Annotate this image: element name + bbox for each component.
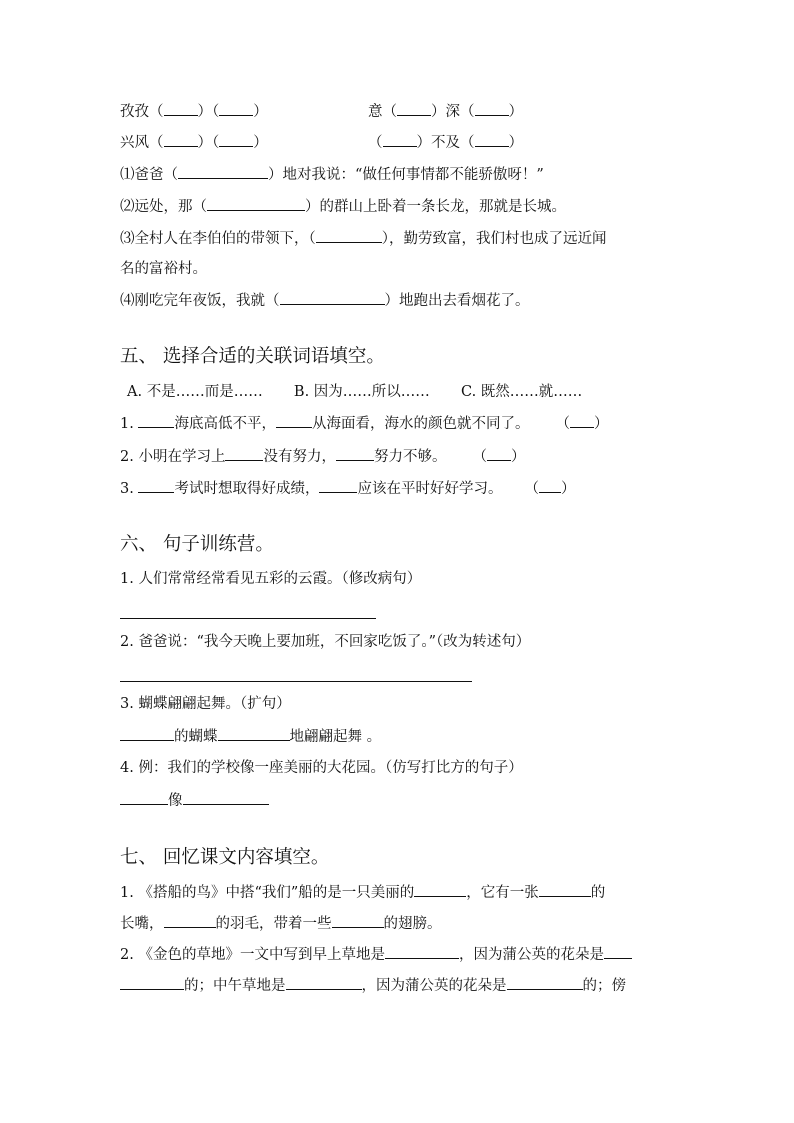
answer-blank[interactable]	[475, 101, 509, 116]
idiom-row-2-right	[368, 132, 523, 153]
answer-blank[interactable]	[397, 101, 431, 116]
answer-blank[interactable]	[178, 164, 268, 179]
idiom-text: ）（	[197, 104, 220, 120]
answer-blank[interactable]	[316, 228, 382, 243]
question-text: 1. 《搭船的鸟》中搭“我们”船的是一只美丽的	[120, 885, 415, 901]
idiom-text: 兴风（	[120, 135, 164, 151]
answer-blank[interactable]	[276, 413, 312, 428]
answer-blank[interactable]	[280, 290, 385, 305]
answer-blank[interactable]	[604, 944, 632, 959]
answer-text: 地翩翩起舞 。	[289, 729, 382, 745]
section-6-question-1: 1. 人们常常经常看见五彩的云霞。（修改病句）	[120, 571, 422, 587]
section-7-question-1-line-1	[120, 882, 605, 903]
section-5-question-2	[120, 446, 525, 467]
section-5-question-3	[120, 478, 575, 499]
answer-blank[interactable]	[539, 882, 591, 897]
section-6-title: 六、 句子训练营。	[120, 534, 274, 555]
answer-blank[interactable]	[164, 132, 198, 147]
section-5-title: 五、 选择合适的关联词语填空。	[120, 346, 385, 367]
fill-sentence-3	[120, 228, 607, 249]
question-text: 海底高低不平，	[174, 416, 276, 432]
option-b: B. 因为……所以……	[293, 384, 430, 400]
question-text: 从海面看，海水的颜色就不同了。	[311, 416, 530, 432]
question-text: ，因为蒲公英的花朵是	[361, 978, 507, 994]
fill-sentence-3-cont	[120, 259, 207, 279]
paren-open: （	[555, 416, 570, 432]
sentence-text: ⑵远处，那（	[120, 199, 207, 215]
idiom-row-1-right	[368, 101, 523, 122]
sentence-text: ⑷刚吃完年夜饭，我就（	[120, 293, 280, 309]
sentence-text: ）地对我说：“做任何事情都不能骄傲呀！”	[268, 167, 544, 183]
idiom-text: ）（	[197, 135, 220, 151]
section-5-question-1	[120, 413, 608, 434]
section-6-question-2: 2. 爸爸说：“我今天晚上要加班，不回家吃饭了。”（改为转述句）	[120, 634, 531, 650]
idiom-text: ）	[253, 135, 268, 151]
question-text: 长嘴，	[120, 916, 164, 932]
paren-open: （	[472, 449, 487, 465]
fill-sentence-1	[120, 164, 544, 185]
question-text: 努力不够。	[373, 449, 447, 465]
fill-sentence-2	[120, 196, 566, 217]
answer-blank[interactable]	[164, 101, 198, 116]
answer-text: 的蝴蝶	[174, 729, 218, 745]
idiom-text: ）不及（	[416, 135, 475, 151]
paren-close: ）	[560, 481, 576, 497]
question-text: ，它有一张	[466, 885, 539, 901]
sentence-text: ），勤劳致富，我们村也成了远近闻	[381, 231, 607, 247]
answer-blank[interactable]	[164, 913, 216, 928]
answer-blank[interactable]	[218, 726, 290, 741]
fill-sentence-4	[120, 290, 530, 311]
answer-blank[interactable]	[336, 446, 374, 461]
section-6-question-4-answer	[120, 790, 269, 811]
answer-blank[interactable]	[487, 446, 511, 461]
paren-close: ）	[510, 449, 526, 465]
idiom-text: ）	[508, 104, 523, 120]
paren-open: （	[524, 481, 539, 497]
answer-blank[interactable]	[138, 478, 174, 493]
question-text: 的；中午草地是	[184, 978, 286, 994]
question-text: 没有努力，	[263, 449, 336, 465]
question-text: 的翅膀。	[383, 916, 442, 932]
question-text: 的	[590, 885, 606, 901]
answer-text: 像	[168, 793, 183, 809]
answer-blank[interactable]	[219, 132, 253, 147]
question-text: 的羽毛，带着一些	[215, 916, 332, 932]
answer-line[interactable]	[120, 618, 376, 619]
section-7-question-2-line-2	[120, 975, 626, 996]
answer-blank[interactable]	[183, 790, 269, 805]
answer-blank[interactable]	[120, 790, 168, 805]
answer-line[interactable]	[120, 681, 472, 682]
conjunction-options	[127, 382, 582, 402]
question-text: 应该在平时好好学习。	[357, 481, 503, 497]
section-7-question-1-line-2	[120, 913, 442, 934]
sentence-text: 名的富裕村。	[120, 261, 207, 277]
sentence-text: ）的群山上卧着一条长龙，那就是长城。	[305, 199, 566, 215]
section-7-question-2-line-1	[120, 944, 632, 965]
option-c: C. 既然……就……	[461, 384, 583, 400]
answer-blank[interactable]	[570, 413, 594, 428]
answer-blank[interactable]	[319, 478, 357, 493]
answer-blank[interactable]	[414, 882, 466, 897]
answer-blank[interactable]	[383, 132, 417, 147]
section-6-question-3: 3. 蝴蝶翩翩起舞。（扩句）	[120, 696, 291, 712]
idiom-text: ）	[253, 104, 268, 120]
idiom-text: 意（	[368, 104, 397, 120]
idiom-text: ）深（	[431, 104, 475, 120]
question-text: 的；傍	[582, 978, 626, 994]
section-6-question-4: 4. 例：我们的学校像一座美丽的大花园。（仿写打比方的句子）	[120, 760, 523, 776]
question-text: ，因为蒲公英的花朵是	[458, 947, 604, 963]
idiom-text: ）	[508, 135, 523, 151]
paren-close: ）	[593, 416, 609, 432]
question-number: 1.	[120, 416, 139, 432]
answer-blank[interactable]	[120, 975, 184, 990]
answer-blank[interactable]	[219, 101, 253, 116]
answer-blank[interactable]	[475, 132, 509, 147]
section-7-title: 七、 回忆课文内容填空。	[120, 847, 330, 868]
question-number: 3.	[120, 481, 139, 497]
answer-blank[interactable]	[138, 413, 174, 428]
answer-blank[interactable]	[385, 944, 459, 959]
answer-blank[interactable]	[286, 975, 362, 990]
sentence-text: ⑴爸爸（	[120, 167, 178, 183]
answer-blank[interactable]	[332, 913, 384, 928]
question-text: 考试时想取得好成绩，	[174, 481, 320, 497]
idiom-row-2-left	[120, 132, 268, 153]
sentence-text: ⑶全村人在李伯伯的带领下，（	[120, 231, 316, 247]
section-6-question-3-answer	[120, 726, 381, 747]
answer-blank[interactable]	[507, 975, 583, 990]
question-text: 2. 《金色的草地》一文中写到早上草地是	[120, 947, 385, 963]
idiom-text: 孜孜（	[120, 104, 164, 120]
answer-blank[interactable]	[539, 478, 561, 493]
sentence-text: ）地跑出去看烟花了。	[384, 293, 530, 309]
option-a: A. 不是……而是……	[127, 384, 263, 400]
question-text: 2. 小明在学习上	[120, 449, 226, 465]
idiom-row-1-left	[120, 101, 268, 122]
answer-blank[interactable]	[207, 196, 305, 211]
idiom-text: （	[368, 135, 383, 151]
answer-blank[interactable]	[225, 446, 263, 461]
answer-blank[interactable]	[120, 726, 174, 741]
